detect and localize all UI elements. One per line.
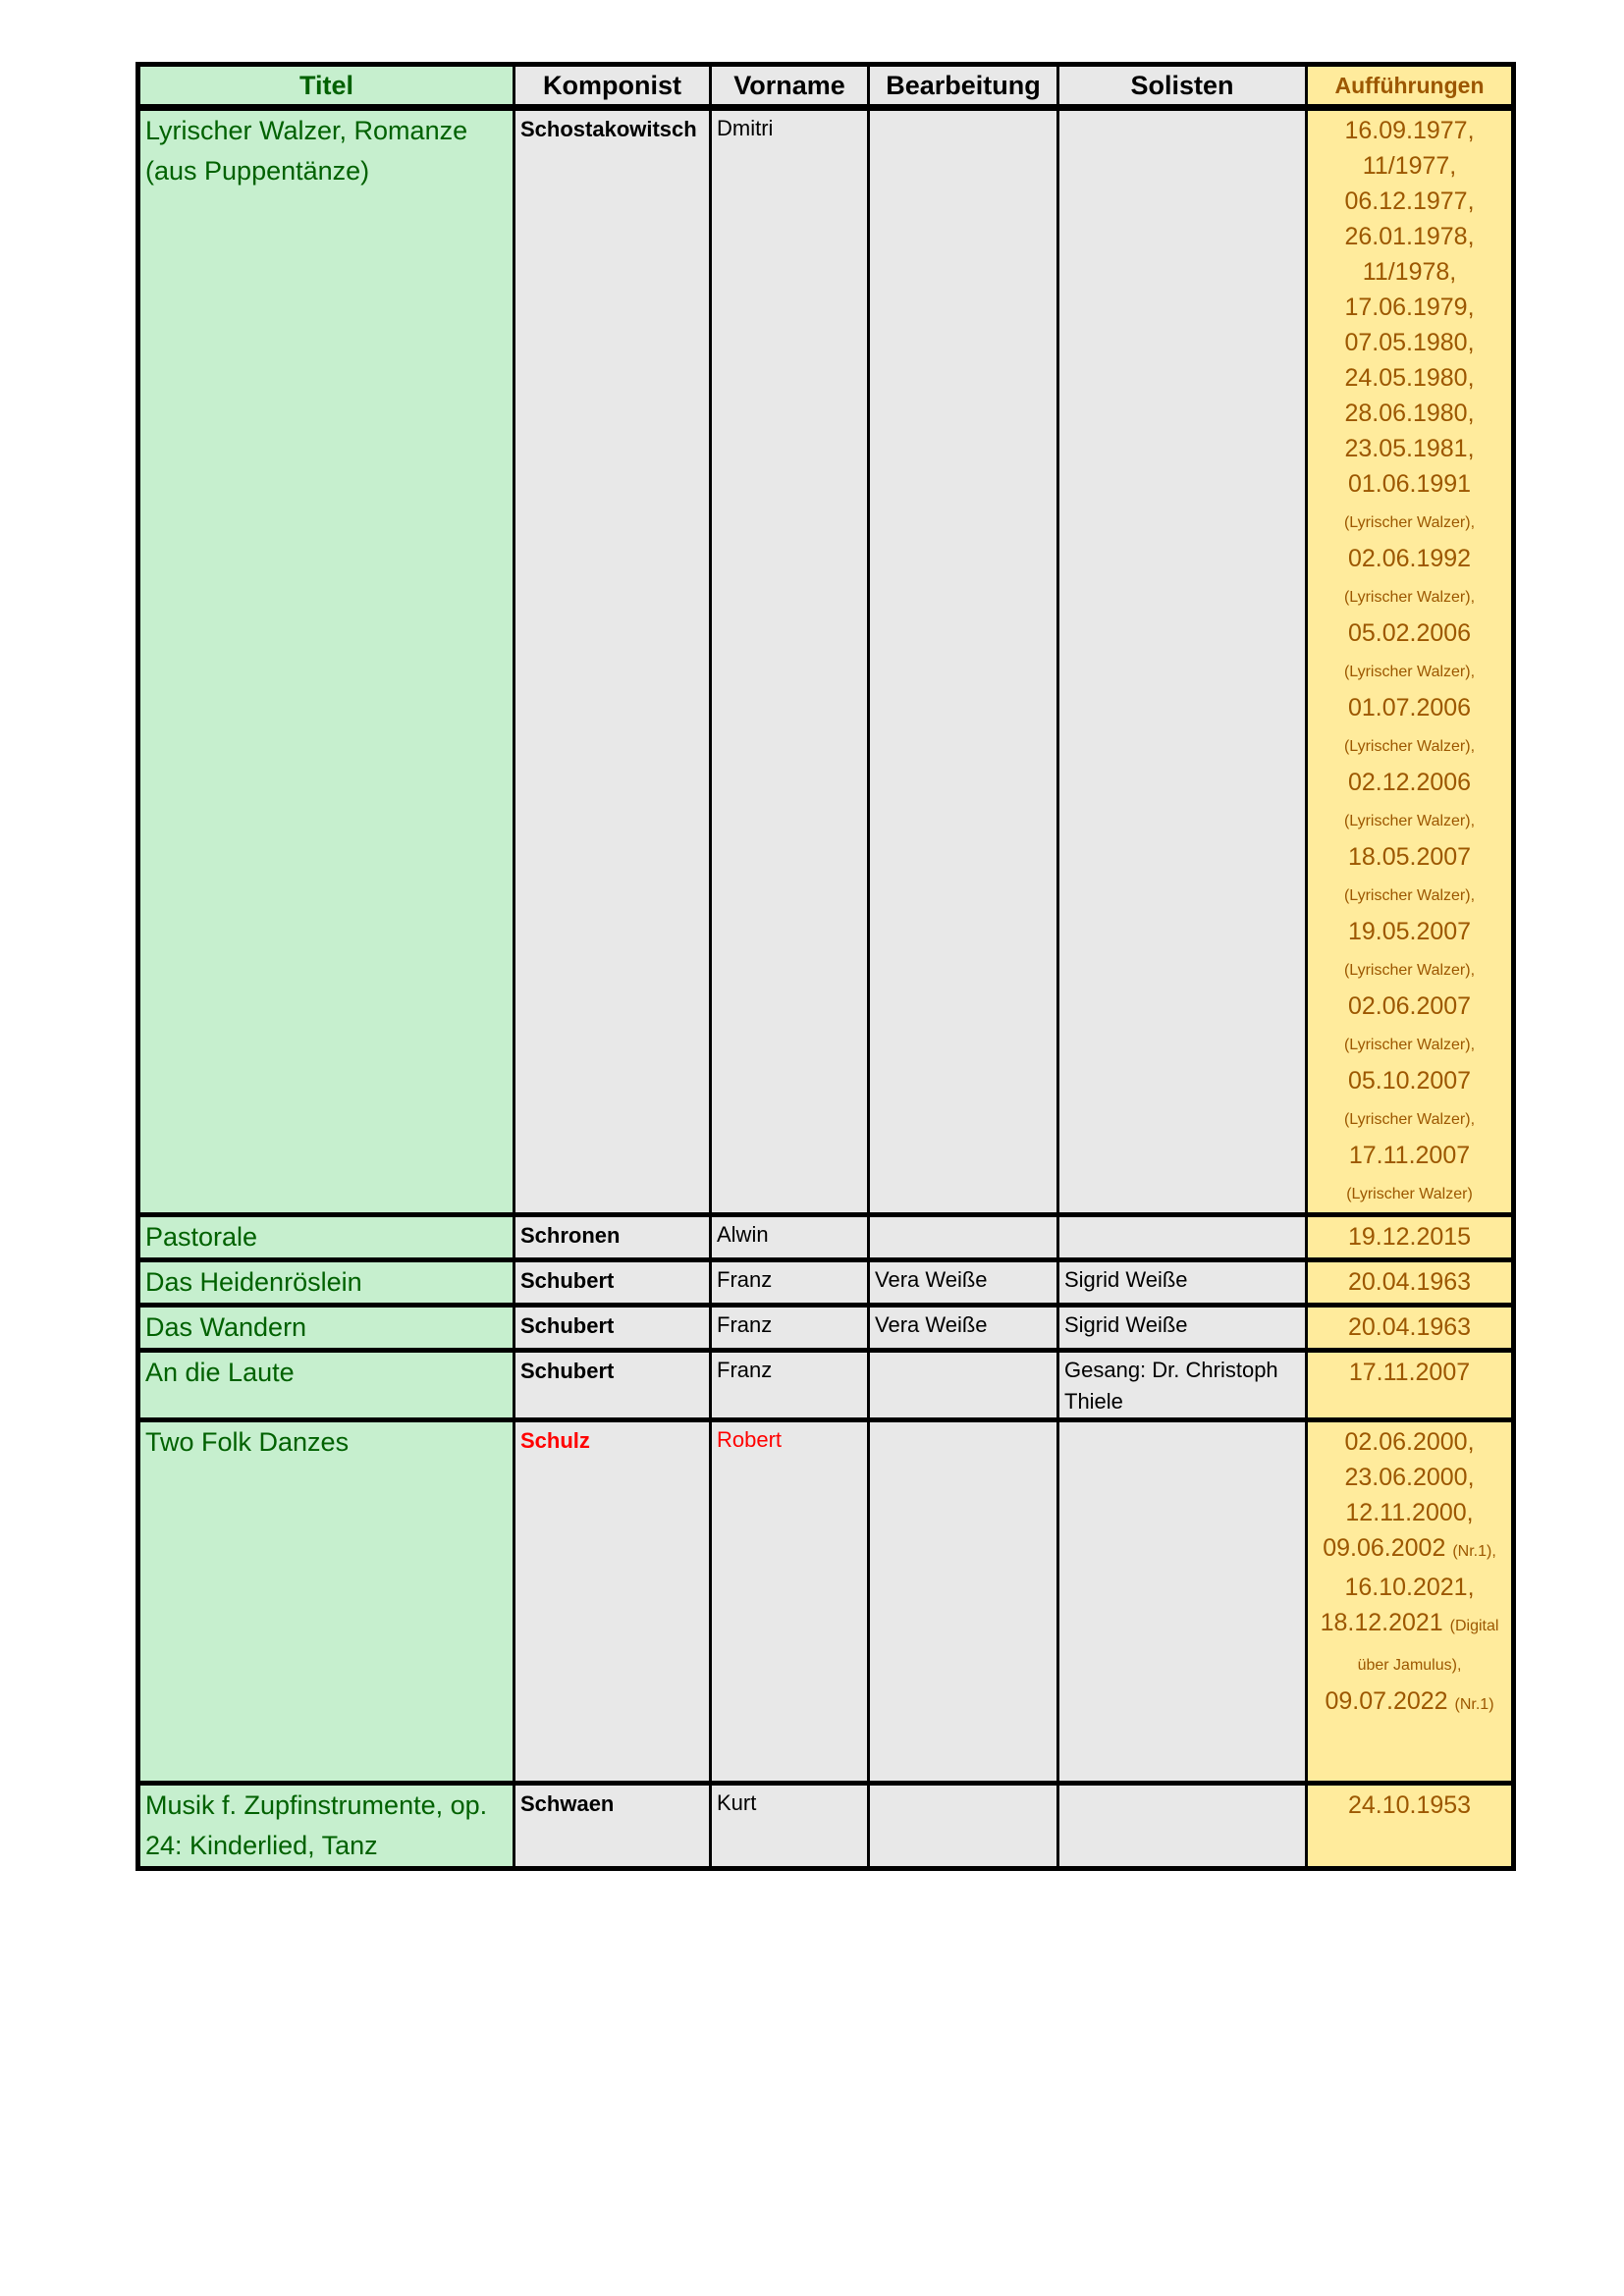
- performance-entry: [1314, 1424, 1505, 1460]
- cell-solisten: Sigrid Weiße: [1058, 1260, 1307, 1306]
- performance-entry: [1314, 1530, 1505, 1570]
- cell-auffuehrungen: [1307, 1306, 1514, 1351]
- performance-date: 05.10.2007: [1347, 1067, 1472, 1095]
- performance-date: 23.05.1981,: [1344, 435, 1475, 462]
- cell-komponist: Schubert: [514, 1306, 711, 1351]
- cell-komponist: Schubert: [514, 1260, 711, 1306]
- header-bearbeitung: Bearbeitung: [869, 65, 1058, 108]
- performance-date: 28.06.1980,: [1344, 400, 1475, 427]
- cell-titel: Das Wandern: [138, 1306, 514, 1351]
- performance-note: (Digital über Jamulus),: [1357, 1618, 1499, 1674]
- performance-date: 02.12.2006: [1347, 769, 1472, 796]
- cell-bearbeitung: Vera Weiße: [869, 1306, 1058, 1351]
- performance-date: 20.04.1963: [1347, 1268, 1472, 1296]
- performance-entry: [1314, 113, 1505, 148]
- performance-note: (Lyrischer Walzer),: [1343, 1111, 1476, 1128]
- repertoire-table: [135, 62, 1516, 1871]
- performance-entry: [1314, 254, 1505, 290]
- performance-note: (Nr.1): [1454, 1696, 1494, 1713]
- cell-solisten: [1058, 1420, 1307, 1784]
- performance-note: (Nr.1),: [1452, 1543, 1496, 1560]
- cell-solisten: [1058, 1784, 1307, 1869]
- cell-auffuehrungen: [1307, 1420, 1514, 1784]
- performance-entry: [1314, 800, 1505, 839]
- cell-titel: An die Laute: [138, 1351, 514, 1420]
- table-row: [138, 1260, 1514, 1306]
- cell-titel: Musik f. Zupfinstrumente, op. 24: Kinderlied, Tanz: [138, 1784, 514, 1869]
- performance-date: 01.06.1991: [1347, 470, 1472, 498]
- performance-entry: [1314, 1063, 1505, 1098]
- performance-entry: [1314, 1495, 1505, 1530]
- performance-entry: [1314, 1605, 1505, 1683]
- performance-date: 16.10.2021,: [1344, 1574, 1475, 1601]
- performance-entry: [1314, 431, 1505, 466]
- cell-vorname: Dmitri: [711, 108, 869, 1215]
- table-row: [138, 1420, 1514, 1784]
- cell-auffuehrungen: [1307, 1260, 1514, 1306]
- cell-komponist: Schronen: [514, 1215, 711, 1260]
- header-auffuehrungen: Aufführungen: [1307, 65, 1514, 108]
- performance-date: 17.11.2007: [1348, 1359, 1471, 1386]
- performance-date: 06.12.1977,: [1344, 187, 1475, 215]
- performance-note: (Lyrischer Walzer),: [1343, 514, 1476, 531]
- performance-entry: [1314, 576, 1505, 615]
- performance-note: (Lyrischer Walzer),: [1343, 738, 1476, 755]
- performance-note: (Lyrischer Walzer),: [1343, 887, 1476, 904]
- performance-date: 11/1978,: [1362, 258, 1457, 286]
- performance-date: 24.05.1980,: [1344, 364, 1475, 392]
- performance-entry: [1314, 1460, 1505, 1495]
- performance-date: 23.06.2000,: [1344, 1464, 1475, 1491]
- performance-entry: [1314, 1219, 1505, 1255]
- cell-solisten: Gesang: Dr. Christoph Thiele: [1058, 1351, 1307, 1420]
- performance-note: (Lyrischer Walzer): [1346, 1186, 1473, 1202]
- performance-entry: [1314, 1138, 1505, 1173]
- performance-entry: [1314, 360, 1505, 396]
- table-row: [138, 1784, 1514, 1869]
- table-row: [138, 108, 1514, 1215]
- performance-entry: [1314, 396, 1505, 431]
- cell-vorname: Franz: [711, 1351, 869, 1420]
- table-row: [138, 1215, 1514, 1260]
- performance-entry: [1314, 219, 1505, 254]
- cell-auffuehrungen: [1307, 1351, 1514, 1420]
- header-vorname: Vorname: [711, 65, 869, 108]
- performance-date: 02.06.1992: [1347, 545, 1472, 572]
- performance-entry: [1314, 184, 1505, 219]
- performance-date: 02.06.2000,: [1344, 1428, 1475, 1456]
- header-komponist: Komponist: [514, 65, 711, 108]
- performance-entry: [1314, 541, 1505, 576]
- performance-date: 05.02.2006: [1347, 619, 1472, 647]
- performance-date: 12.11.2000,: [1345, 1499, 1474, 1526]
- performance-date: 17.06.1979,: [1344, 294, 1475, 321]
- performance-date: 09.06.2002: [1323, 1534, 1446, 1562]
- performance-date: 02.06.2007: [1347, 992, 1472, 1020]
- performance-entry: [1314, 1024, 1505, 1063]
- performance-entry: [1314, 1309, 1505, 1345]
- cell-komponist: Schubert: [514, 1351, 711, 1420]
- performance-note: (Lyrischer Walzer),: [1343, 1037, 1476, 1053]
- performance-entry: [1314, 615, 1505, 651]
- performance-entry: [1314, 466, 1505, 502]
- performance-entry: [1314, 1173, 1505, 1212]
- cell-solisten: [1058, 108, 1307, 1215]
- performance-note: (Lyrischer Walzer),: [1343, 664, 1476, 680]
- cell-bearbeitung: [869, 1420, 1058, 1784]
- performance-entry: [1314, 1098, 1505, 1138]
- cell-vorname: Franz: [711, 1306, 869, 1351]
- cell-vorname: Alwin: [711, 1215, 869, 1260]
- performance-entry: [1314, 914, 1505, 949]
- performance-date: 18.12.2021: [1320, 1609, 1443, 1636]
- performance-entry: [1314, 148, 1505, 184]
- performance-date: 20.04.1963: [1347, 1313, 1472, 1341]
- cell-auffuehrungen: [1307, 108, 1514, 1215]
- performance-entry: [1314, 325, 1505, 360]
- cell-solisten: [1058, 1215, 1307, 1260]
- table-row: [138, 1306, 1514, 1351]
- cell-titel: Two Folk Danzes: [138, 1420, 514, 1784]
- performance-entry: [1314, 1264, 1505, 1300]
- cell-vorname: Kurt: [711, 1784, 869, 1869]
- header-solisten: Solisten: [1058, 65, 1307, 108]
- performance-entry: [1314, 651, 1505, 690]
- cell-titel: Pastorale: [138, 1215, 514, 1260]
- cell-auffuehrungen: [1307, 1784, 1514, 1869]
- cell-komponist: Schulz: [514, 1420, 711, 1784]
- cell-solisten: Sigrid Weiße: [1058, 1306, 1307, 1351]
- performance-date: 17.11.2007: [1348, 1142, 1471, 1169]
- cell-bearbeitung: [869, 1351, 1058, 1420]
- performance-entry: [1314, 875, 1505, 914]
- performance-entry: [1314, 839, 1505, 875]
- cell-bearbeitung: [869, 108, 1058, 1215]
- cell-bearbeitung: Vera Weiße: [869, 1260, 1058, 1306]
- cell-vorname: Robert: [711, 1420, 869, 1784]
- performance-date: 19.05.2007: [1347, 918, 1472, 945]
- performance-date: 24.10.1953: [1347, 1791, 1472, 1819]
- performance-date: 16.09.1977,: [1344, 117, 1475, 144]
- cell-auffuehrungen: [1307, 1215, 1514, 1260]
- performance-date: 26.01.1978,: [1344, 223, 1475, 250]
- header-row: [138, 65, 1514, 108]
- performance-entry: [1314, 502, 1505, 541]
- performance-date: 07.05.1980,: [1344, 329, 1475, 356]
- performance-entry: [1314, 1683, 1505, 1723]
- performance-date: 19.12.2015: [1347, 1223, 1472, 1251]
- performance-date: 11/1977,: [1362, 152, 1457, 180]
- performance-entry: [1314, 1788, 1505, 1823]
- performance-date: 01.07.2006: [1347, 694, 1472, 721]
- table-row: [138, 1351, 1514, 1420]
- performance-entry: [1314, 1355, 1505, 1390]
- performance-date: 18.05.2007: [1347, 843, 1472, 871]
- performance-date: 09.07.2022: [1325, 1687, 1448, 1715]
- performance-entry: [1314, 949, 1505, 988]
- performance-entry: [1314, 765, 1505, 800]
- performance-note: (Lyrischer Walzer),: [1343, 589, 1476, 606]
- performance-note: (Lyrischer Walzer),: [1343, 813, 1476, 829]
- cell-bearbeitung: [869, 1784, 1058, 1869]
- cell-vorname: Franz: [711, 1260, 869, 1306]
- performance-note: (Lyrischer Walzer),: [1343, 962, 1476, 979]
- performance-entry: [1314, 690, 1505, 725]
- performance-entry: [1314, 290, 1505, 325]
- performance-entry: [1314, 725, 1505, 765]
- cell-komponist: Schostakowitsch: [514, 108, 711, 1215]
- cell-titel: Das Heidenröslein: [138, 1260, 514, 1306]
- performance-entry: [1314, 988, 1505, 1024]
- cell-komponist: Schwaen: [514, 1784, 711, 1869]
- performance-entry: [1314, 1570, 1505, 1605]
- header-titel: Titel: [138, 65, 514, 108]
- cell-bearbeitung: [869, 1215, 1058, 1260]
- cell-titel: Lyrischer Walzer, Romanze (aus Puppentänze): [138, 108, 514, 1215]
